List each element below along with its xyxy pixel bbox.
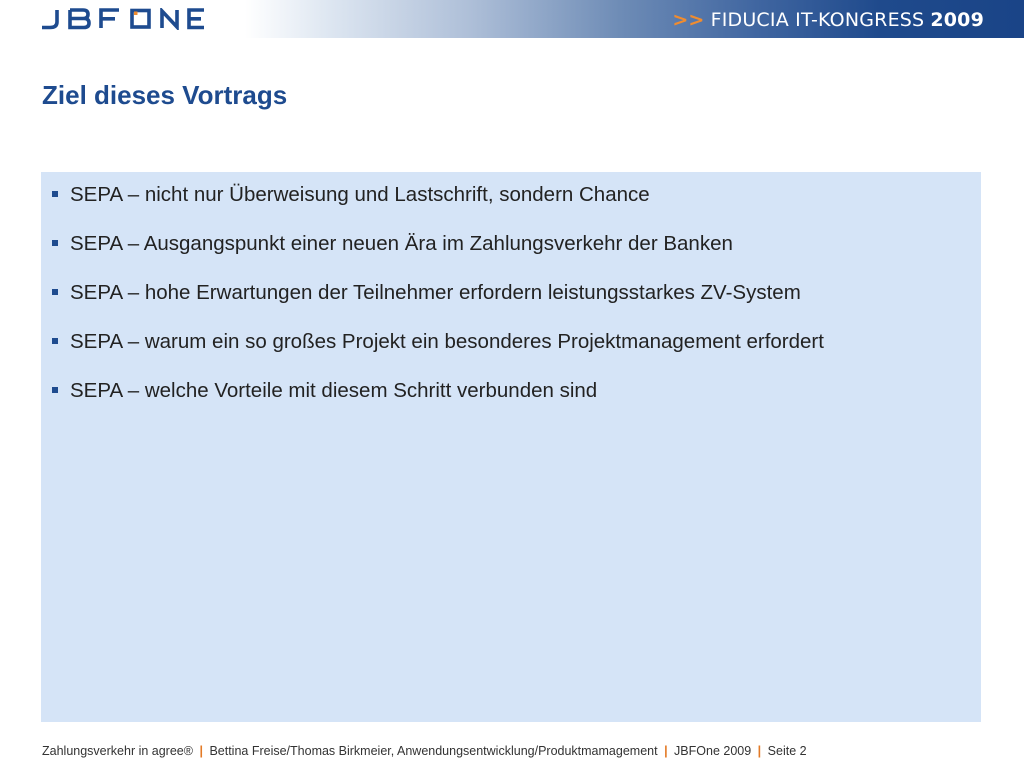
page-title: Ziel dieses Vortrags [42, 80, 288, 110]
bullet-list [41, 180, 981, 425]
square-bullet-icon [52, 338, 58, 344]
bullet-text: SEPA – welche Vorteile mit diesem Schritt verbunden sind [70, 379, 598, 402]
header-band [0, 0, 1024, 38]
footer-separator: | [199, 744, 203, 758]
footer-separator: | [664, 744, 668, 758]
content-box [41, 172, 981, 722]
congress-year: 2009 [930, 9, 984, 31]
square-bullet-icon [52, 240, 58, 246]
footer [42, 743, 807, 759]
square-bullet-icon [52, 289, 58, 295]
jbfone-logo-icon [40, 8, 206, 30]
footer-separator: | [757, 744, 762, 758]
congress-name: FIDUCIA IT-KONGRESS [710, 9, 925, 31]
footer-page-number: Seite 2 [767, 744, 807, 758]
congress-title [672, 6, 984, 34]
list-item [41, 376, 981, 425]
square-bullet-icon [52, 387, 58, 393]
bullet-text: SEPA – nicht nur Überweisung und Lastschrift, sondern Chance [70, 183, 650, 206]
jbfone-logo [40, 4, 206, 34]
footer-authors: Bettina Freise/Thomas Birkmeier, Anwendungsentwicklung/Produktmamagement [209, 744, 658, 758]
bullet-text: SEPA – Ausgangspunkt einer neuen Ära im Zahlungsverkehr der Banken [70, 232, 733, 255]
footer-event: JBFOne 2009 [674, 744, 752, 758]
congress-arrows: >> [672, 9, 705, 31]
bullet-text: SEPA – hohe Erwartungen der Teilnehmer erfordern leistungsstarkes ZV-System [70, 281, 801, 304]
bullet-text: SEPA – warum ein so großes Projekt ein besonderes Projektmanagement erfordert [70, 330, 824, 353]
list-item [41, 327, 981, 376]
list-item [41, 180, 981, 229]
square-bullet-icon [52, 191, 58, 197]
list-item [41, 229, 981, 278]
list-item [41, 278, 981, 327]
footer-topic: Zahlungsverkehr in agree® [42, 744, 193, 758]
